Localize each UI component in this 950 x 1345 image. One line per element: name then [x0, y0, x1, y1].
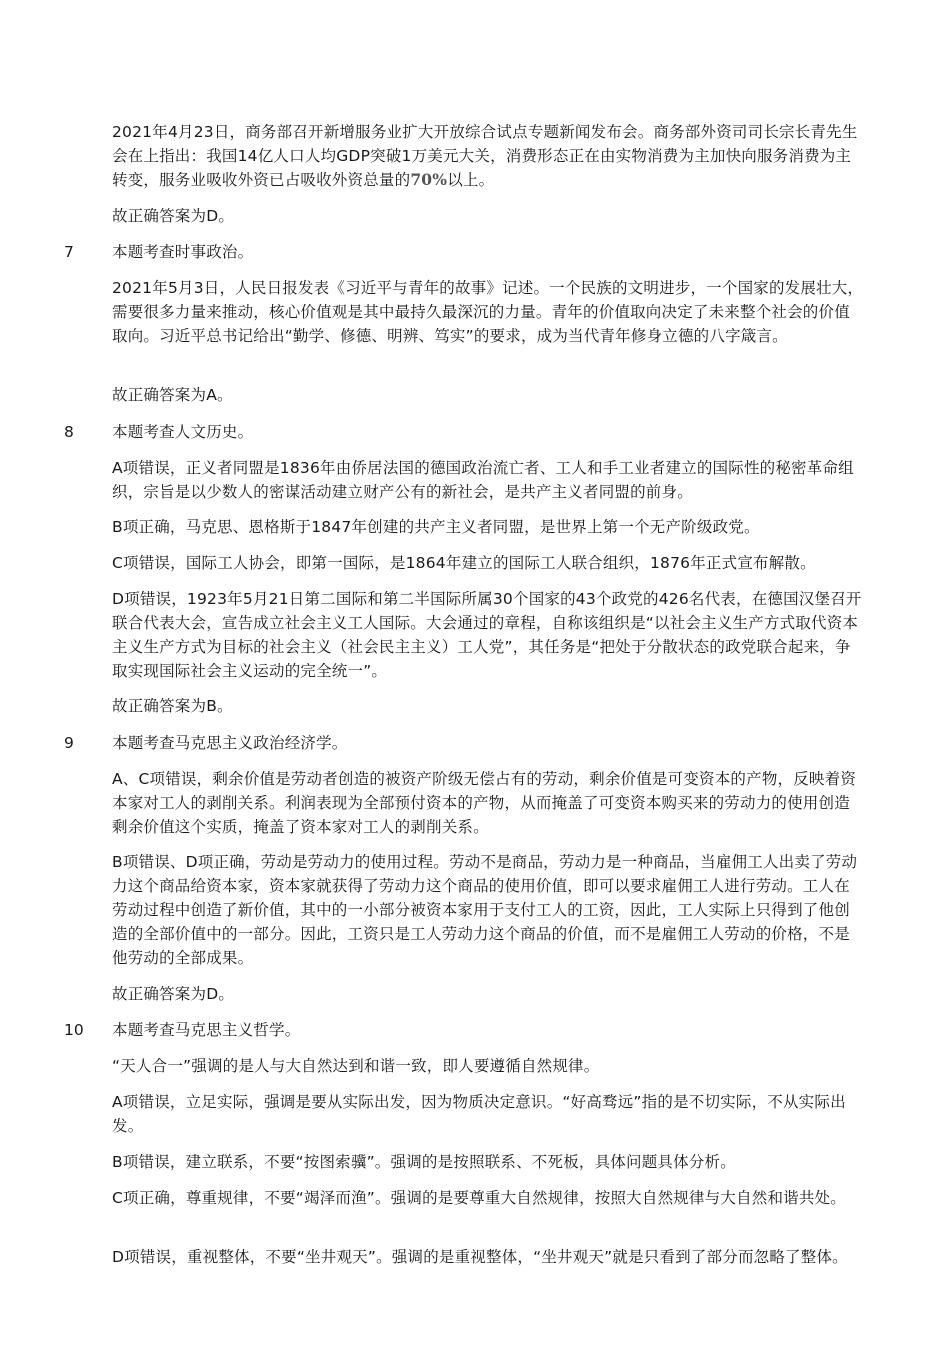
q7-paragraph: 2021年5月3日，人民日报发表《习近平与青年的故事》记述。一个民族的文明进步，一个国家的发展壮大，需要很多力量来推动，核心价值观是其中最持久最深沉的力量。青年的价值取向决定了未来整个社会的价值取向。习近平总书记给出“勤学、修德、明辨、笃实”的要求，成为当代青年修身立德的八字箴言。 — [112, 279, 864, 345]
q10-option-d: D项错误，重视整体，不要“坐井观天”。强调的是重视整体，“坐井观天”就是只看到了部分而忽略了整体。 — [112, 1248, 848, 1266]
q10-option-c: C项正确，尊重规律，不要“竭泽而渔”。强调的是要尊重大自然规律，按照大自然规律与大自然和谐共处。 — [112, 1189, 846, 1207]
q6-percentage: 70% — [410, 170, 448, 189]
q8-option-b: B项正确，马克思、恩格斯于1847年创建的共产主义者同盟，是世界上第一个无产阶级政党。 — [112, 518, 760, 536]
q10-topic: 本题考查马克思主义哲学。 — [112, 1021, 301, 1039]
q8-option-a: A项错误，正义者同盟是1836年由侨居法国的德国政治流亡者、工人和手工业者建立的国际性的秘密革命组织，宗旨是以少数人的密谋活动建立财产公有的新社会，是共产主义者同盟的前身。 — [112, 459, 854, 501]
q7-answer: 故正确答案为A。 — [112, 386, 233, 404]
q10-intro: “天人合一”强调的是人与大自然达到和谐一致，即人要遵循自然规律。 — [112, 1057, 600, 1075]
q9-topic: 本题考查马克思主义政治经济学。 — [112, 734, 348, 752]
q6-paragraph — [112, 120, 864, 192]
q6-paragraph-text: 2021年4月23日，商务部召开新增服务业扩大开放综合试点专题新闻发布会。商务部外资司司长宗长青先生会在上指出：我国14亿人口人均GDP突破1万美元大关，消费形态正在由实物消费为主加快向服务消费为主转变，服务业吸收外资已占吸收外资总量的 — [112, 123, 858, 189]
q8-topic: 本题考查人文历史。 — [112, 423, 254, 441]
q8-option-d: D项错误，1923年5月21日第二国际和第二半国际所属30个国家的43个政党的426名代表，在德国汉堡召开联合代表大会，宣告成立社会主义工人国际。大会通过的章程，自称该组织是“以社会主义生产方式取代资本主义生产方式为目标的社会主义（社会民主主义）工人党”，其任务是“把处于分散状态的政党联合起来，争取实现国际社会主义运动的完全统一”。 — [112, 590, 862, 680]
q8-number: 8 — [64, 423, 74, 441]
q7-topic: 本题考查时事政治。 — [112, 243, 254, 261]
q9-number: 9 — [64, 734, 74, 752]
q9-option-bd: B项错误、D项正确，劳动是劳动力的使用过程。劳动不是商品，劳动力是一种商品，当雇佣工人出卖了劳动力这个商品给资本家，资本家就获得了劳动力这个商品的使用价值，即可以要求雇佣工人进行劳动。工人在劳动过程中创造了新价值，其中的一小部分被资本家用于支付工人的工资，因此，工人实际上只得到了他创造的全部价值中的一部分。因此，工资只是工人劳动力这个商品的价值，而不是雇佣工人劳动的价格，不是他劳动的全部成果。 — [112, 853, 858, 967]
q9-option-ac: A、C项错误，剩余价值是劳动者创造的被资产阶级无偿占有的劳动，剩余价值是可变资本的产物，反映着资本家对工人的剥削关系。利润表现为全部预付资本的产物，从而掩盖了可变资本购买来的劳动力的使用创造剩余价值这个实质，掩盖了资本家对工人的剥削关系。 — [112, 770, 857, 836]
q8-answer: 故正确答案为B。 — [112, 697, 233, 715]
q7-number: 7 — [64, 243, 74, 261]
q10-option-b: B项错误，建立联系，不要“按图索骥”。强调的是按照联系、不死板，具体问题具体分析。 — [112, 1153, 736, 1171]
q10-number: 10 — [64, 1021, 84, 1039]
q6-answer: 故正确答案为D。 — [112, 207, 235, 225]
q6-paragraph-end: 以上。 — [447, 171, 495, 189]
q10-option-a: A项错误，立足实际，强调是要从实际出发，因为物质决定意识。“好高骛远”指的是不切实际，不从实际出发。 — [112, 1093, 846, 1135]
q8-option-c: C项错误，国际工人协会，即第一国际，是1864年建立的国际工人联合组织，1876年正式宣布解散。 — [112, 554, 816, 572]
q9-answer: 故正确答案为D。 — [112, 985, 235, 1003]
